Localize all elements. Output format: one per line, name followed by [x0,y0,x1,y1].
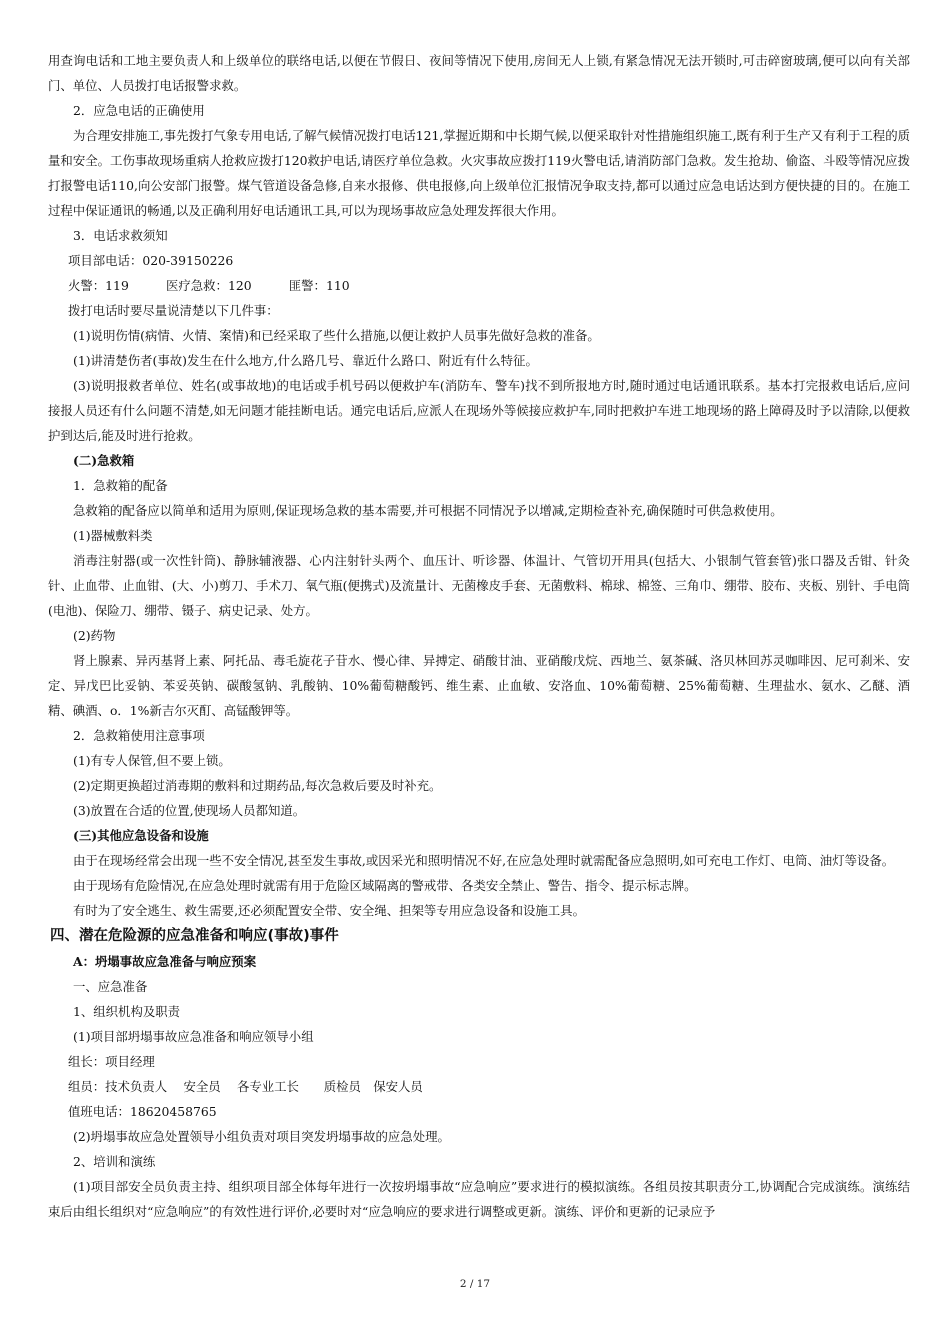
page-number: 2 / 17 [459,1278,491,1290]
paragraph: (2)药物 [73,628,116,643]
paragraph: (1)说明伤情(病情、火情、案情)和已经采取了些什么措施,以便让救护人员事先做好急救的准备。 [73,328,600,343]
paragraph: 急救箱的配备应以简单和适用为原则,保证现场急救的基本需要,并可根据不同情况予以增减,定期检查补充,确保随时可供急救使用。 [73,503,783,518]
subsection-heading: A：坍塌事故应急准备与响应预案 [73,954,257,969]
paragraph: 有时为了安全逃生、救生需要,还必须配置安全带、安全绳、担架等专用应急设备和设施工具。 [73,903,585,918]
paragraph: 一、应急准备 [73,979,148,994]
section-heading: 四、潜在危险源的应急准备和响应(事故)事件 [50,928,339,944]
paragraph: 为合理安排施工,事先拨打气象专用电话,了解气候情况拨打电话121,掌握近期和中长期气候,以便采取针对性措施组织施工,既有利于生产又有利于工程的质量和安全。工伤事故现场重病人抢救应拨打120救护电话,请医疗单位急救。火灾事故应拨打119火警电话,请消防部门急救。发生抢劫、偷盗、斗殴等情况应拨打报警电话110,向公安部门报警。煤气管道设备急修,自来水报修、供电报修,向上级单位汇报情况争取支持,都可以通过应急电话达到方便快捷的目的。在施工过程中保证通讯的畅通,以及正确利用好电话通讯工具,可以为现场事故应急处理发挥很大作用。 [48,128,910,218]
paragraph: 2、培训和演练 [73,1154,156,1169]
paragraph: 值班电话：18620458765 [68,1104,217,1119]
paragraph: 火警：119 医疗急救：120 匪警：110 [68,278,350,293]
paragraph: (3)放置在合适的位置,使现场人员都知道。 [73,803,306,818]
paragraph: 3．电话求救须知 [73,228,168,243]
paragraph: 拨打电话时要尽量说清楚以下几件事： [68,303,279,318]
paragraph: 项目部电话：020-39150226 [68,253,234,268]
subsection-heading: (三)其他应急设备和设施 [73,828,209,843]
paragraph: (2)定期更换超过消毒期的敷料和过期药品,每次急救后要及时补充。 [73,778,442,793]
subsection-heading: (二)急救箱 [73,453,135,468]
paragraph: 1、组织机构及职责 [73,1004,181,1019]
paragraph: 消毒注射器(或一次性针筒)、静脉辅液器、心内注射针头两个、血压计、听诊器、体温计、气管切开用具(包括大、小银制气管套管)张口器及舌钳、针灸针、止血带、止血钳、(大、小)剪刀、手术刀、氧气瓶(便携式)及流量计、无菌橡皮手套、无菌敷料、棉球、棉签、三角巾、绷带、胶布、夹板、别针、手电筒(电池)、保险刀、绷带、镊子、病史记录、处方。 [48,553,910,618]
paragraph: (1)器械敷料类 [73,528,153,543]
paragraph: (2)坍塌事故应急处置领导小组负责对项目突发坍塌事故的应急处理。 [73,1129,450,1144]
paragraph: 组长：项目经理 [68,1054,155,1069]
paragraph: 由于在现场经常会出现一些不安全情况,甚至发生事故,或因采光和照明情况不好,在应急处理时就需配备应急照明,如可充电工作灯、电筒、油灯等设备。 [73,853,895,868]
paragraph: 1．急救箱的配备 [73,478,168,493]
paragraph: (1)项目部坍塌事故应急准备和响应领导小组 [73,1029,314,1044]
paragraph: (3)说明报救者单位、姓名(或事故地)的电话或手机号码以便救护车(消防车、警车)找不到所报地方时,随时通过电话通讯联系。基本打完报救电话后,应问接报人员还有什么问题不清楚,如无问题才能挂断电话。通完电话后,应派人在现场外等候接应救护车,同时把救护车进工地现场的路上障碍及时予以清除,以便救护到达后,能及时进行抢救。 [48,378,910,443]
paragraph: 肾上腺素、异丙基肾上素、阿托品、毒毛旋花子苷水、慢心律、异搏定、硝酸甘油、亚硝酸戊烷、西地兰、氨茶碱、洛贝林回苏灵咖啡因、尼可刹米、安定、异戊巴比妥钠、苯妥英钠、碳酸氢钠、乳酸钠、10%葡萄糖酸钙、维生素、止血敏、安洛血、10%葡萄糖、25%葡萄糖、生理盐水、氨水、乙醚、酒精、碘酒、o．1%新吉尔灭酊、高锰酸钾等。 [48,653,910,718]
paragraph: (1)有专人保管,但不要上锁。 [73,753,231,768]
document-body [48,48,910,1224]
paragraph: (1)讲清楚伤者(事故)发生在什么地方,什么路几号、靠近什么路口、附近有什么特征。 [73,353,538,368]
paragraph: 用查询电话和工地主要负责人和上级单位的联络电话,以便在节假日、夜间等情况下使用,房间无人上锁,有紧急情况无法开锁时,可击碎窗玻璃,便可以向有关部门、单位、人员拨打电话报警求救。 [48,53,910,93]
paragraph: 由于现场有危险情况,在应急处理时就需有用于危险区域隔离的警戒带、各类安全禁止、警告、指令、提示标志牌。 [73,878,697,893]
paragraph: (1)项目部安全员负责主持、组织项目部全体每年进行一次按坍塌事故“应急响应”要求进行的模拟演练。各组员按其职责分工,协调配合完成演练。演练结束后由组长组织对“应急响应”的有效性进行评价,必要时对“应急响应的要求进行调整或更新。演练、评价和更新的记录应予 [48,1179,910,1219]
paragraph: 2．应急电话的正确使用 [73,103,205,118]
paragraph: 2．急救箱使用注意事项 [73,728,205,743]
paragraph: 组员：技术负责人 安全员 各专业工长 质检员 保安人员 [68,1079,423,1094]
